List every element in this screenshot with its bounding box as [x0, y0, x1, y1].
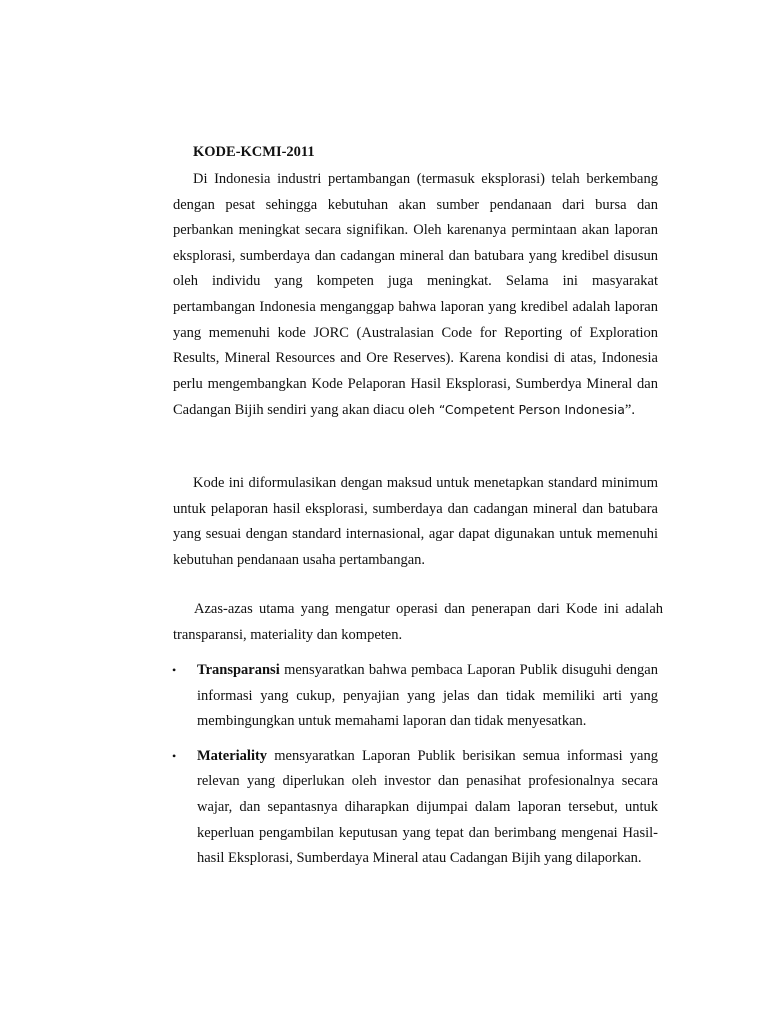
bullet-description: mensyaratkan bahwa pembaca Laporan Publik disuguhi dengan informasi yang cukup, penyajian yang jelas dan tidak memiliki arti yang membingungkan untuk memahami laporan dan tidak menyesatkan. [197, 662, 658, 730]
paragraph-background-end: ”. [624, 402, 635, 419]
paragraph-background-tail: oleh “Competent Person Indonesia [408, 402, 625, 418]
list-item [0, 658, 658, 735]
bullet-icon: • [172, 663, 177, 677]
bullet-text [197, 744, 658, 872]
list-item [0, 744, 658, 872]
paragraph-background [173, 167, 658, 424]
bullet-description: mensyaratkan Laporan Publik berisikan semua informasi yang relevan yang diperlukan oleh investor dan penasihat profesionalnya secara wajar, dan sepantasnya diharapkan dijumpai dalam laporan tersebut, untuk keperluan pengambilan keputusan yang tepat dan berimbang mengenai Hasil-hasil Eksplorasi, Sumberdaya Mineral atau Cadangan Bijih yang dilaporkan. [197, 747, 658, 867]
paragraph-purpose: Kode ini diformulasikan dengan maksud untuk menetapkan standard minimum untuk pelaporan hasil eksplorasi, sumberdaya dan cadangan mineral dan batubara yang sesuai dengan standard internasional, agar dapat digunakan untuk memenuhi kebutuhan pendanaan usaha pertambangan. [173, 475, 658, 568]
paragraph-background-text: Di Indonesia industri pertambangan (termasuk eksplorasi) telah berkembang dengan pesat sehingga kebutuhan akan sumber pendanaan dari bursa dan perbankan meningkat secara signifikan. Oleh karenanya permintaan akan laporan eksplorasi, sumberdaya dan cadangan mineral dan batubara yang kredibel disusun oleh individu yang kompeten juga meningkat. Selama ini masyarakat pertambangan Indonesia menganggap bahwa laporan yang kredibel adalah laporan yang memenuhi kode JORC (Australasian Code for Reporting of Exploration Results, Mineral Resources and Ore Reserves). Karena kondisi di atas, Indonesia perlu mengembangkan Kode Pelaporan Hasil Eksplorasi, Sumberdya Mineral dan Cadangan Bijih sendiri yang akan diacu [173, 171, 658, 419]
bullet-term: Materiality [197, 747, 268, 764]
principles-list [0, 658, 658, 881]
bullet-text [197, 658, 658, 735]
paragraph-principles: Azas-azas utama yang mengatur operasi dan penerapan dari Kode ini adalah transparansi, materiality dan kompeten. [173, 601, 663, 643]
document-heading: KODE-KCMI-2011 [193, 144, 315, 160]
bullet-icon: • [172, 748, 177, 763]
bullet-term: Transparansi [197, 662, 280, 678]
